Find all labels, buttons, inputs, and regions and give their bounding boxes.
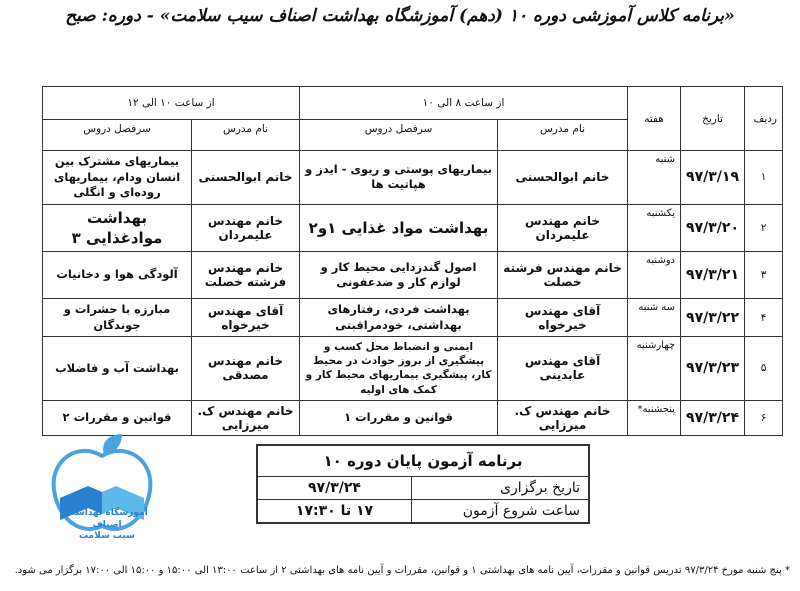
- logo-line-1: آموزشگاه بهداشت اصناف: [66, 508, 148, 530]
- teacher-slot-1: خانم مهندس ک. میرزایی: [498, 400, 628, 435]
- exam-time-label: ساعت شروع آزمون: [412, 500, 590, 524]
- teacher-slot-1: خانم مهندس علیمردان: [498, 204, 628, 252]
- header-teacher-1: نام مدرس: [498, 120, 628, 151]
- logo-text: [52, 508, 162, 543]
- row-number: ۵: [745, 337, 783, 401]
- exam-schedule-box: [256, 444, 590, 524]
- table-row: [43, 252, 783, 299]
- teacher-slot-2: خانم مهندس علیمردان: [192, 204, 300, 252]
- topic-slot-2: بیماریهای مشترک بین انسان ودام، بیماریهای روده‌ای و انگلی: [43, 151, 192, 205]
- table-row: [43, 299, 783, 337]
- header-slot-2: از ساعت ۱۰ الی ۱۲: [43, 87, 300, 120]
- row-day: شنبه: [628, 151, 681, 205]
- row-day: پنجشنبه*: [628, 400, 681, 435]
- topic-slot-2: بهداشت موادغذایی ۳: [43, 204, 192, 252]
- row-number: ۴: [745, 299, 783, 337]
- exam-time-value: ۱۷ تا ۱۷:۳۰: [257, 500, 412, 524]
- teacher-slot-2: خانم مهندس مصدقی: [192, 337, 300, 401]
- teacher-slot-2: خانم مهندس فرشته خصلت: [192, 252, 300, 299]
- row-date: ۹۷/۳/۲۰: [681, 204, 745, 252]
- teacher-slot-1: آقای مهندس خیرخواه: [498, 299, 628, 337]
- teacher-slot-2: خانم ابوالحسنی: [192, 151, 300, 205]
- header-teacher-2: نام مدرس: [192, 120, 300, 151]
- page-title: «برنامه کلاس آموزشی دوره ۱۰ (دهم) آموزشگاه بهداشت اصناف سیب سلامت» - دوره: صبح: [65, 6, 735, 26]
- logo-line-2: سیب سلامت: [79, 531, 135, 542]
- row-day: دوشنبه: [628, 252, 681, 299]
- topic-slot-1: قوانین و مقررات ۱: [300, 400, 498, 435]
- header-topic-2: سرفصل دروس: [43, 120, 192, 151]
- exam-date-label: تاریخ برگزاری: [412, 477, 590, 500]
- row-day: سه شنبه: [628, 299, 681, 337]
- topic-slot-2: مبارزه با حشرات و جوندگان: [43, 299, 192, 337]
- topic-slot-1: ایمنی و انضباط محل کسب و پیشگیری از بروز حوادث در محیط کار، پیشگیری بیماریهای محیط کار و کمک های اولیه: [300, 337, 498, 401]
- exam-date-value: ۹۷/۳/۲۴: [257, 477, 412, 500]
- row-number: ۳: [745, 252, 783, 299]
- row-day: چهارشنبه: [628, 337, 681, 401]
- exam-title: برنامه آزمون پایان دوره ۱۰: [257, 445, 589, 477]
- table-row: [43, 337, 783, 401]
- topic-slot-2: آلودگی هوا و دخانیات: [43, 252, 192, 299]
- footnote: * پنج شنبه مورخ ۹۷/۳/۲۴ تدریس قوانین و مقررات، آیین نامه های بهداشتی ۱ و قوانین، مقررات و آیین نامه های بهداشتی ۲ از ساعت ۱۳:۰۰ الی ۱۵:۰۰ و ۱۵:۰۰ الی ۱۷:۰۰ برگزار می شود.: [14, 565, 790, 576]
- header-topic-1: سرفصل دروس: [300, 120, 498, 151]
- row-date: ۹۷/۳/۲۳: [681, 337, 745, 401]
- row-date: ۹۷/۳/۱۹: [681, 151, 745, 205]
- row-number: ۲: [745, 204, 783, 252]
- teacher-slot-2: آقای مهندس خیرخواه: [192, 299, 300, 337]
- schedule-table: [42, 86, 783, 436]
- row-date: ۹۷/۳/۲۴: [681, 400, 745, 435]
- row-date: ۹۷/۳/۲۲: [681, 299, 745, 337]
- teacher-slot-1: آقای مهندس عابدینی: [498, 337, 628, 401]
- row-number: ۶: [745, 400, 783, 435]
- topic-slot-1: اصول گندزدایی محیط کار و لوازم کار و ضدعفونی: [300, 252, 498, 299]
- header-date: تاریخ: [681, 87, 745, 151]
- topic-slot-1: بهداشت مواد غذایی ۱و۲: [300, 204, 498, 252]
- table-row: [43, 204, 783, 252]
- table-row: [43, 151, 783, 205]
- teacher-slot-2: خانم مهندس ک. میرزایی: [192, 400, 300, 435]
- teacher-slot-1: خانم مهندس فرشته خصلت: [498, 252, 628, 299]
- topic-slot-2: قوانین و مقررات ۲: [43, 400, 192, 435]
- topic-slot-1: بیماریهای پوستی و ریوی - ایدز و هپاتیت ها: [300, 151, 498, 205]
- teacher-slot-1: خانم ابوالحسنی: [498, 151, 628, 205]
- topic-slot-2: بهداشت آب و فاضلاب: [43, 337, 192, 401]
- header-row-number: ردیف: [745, 87, 783, 151]
- row-number: ۱: [745, 151, 783, 205]
- header-slot-1: از ساعت ۸ الی ۱۰: [300, 87, 628, 120]
- row-date: ۹۷/۳/۲۱: [681, 252, 745, 299]
- row-day: یکشنبه: [628, 204, 681, 252]
- header-week: هفته: [628, 87, 681, 151]
- topic-slot-1: بهداشت فردی، رفتارهای بهداشتی، خودمراقبتی: [300, 299, 498, 337]
